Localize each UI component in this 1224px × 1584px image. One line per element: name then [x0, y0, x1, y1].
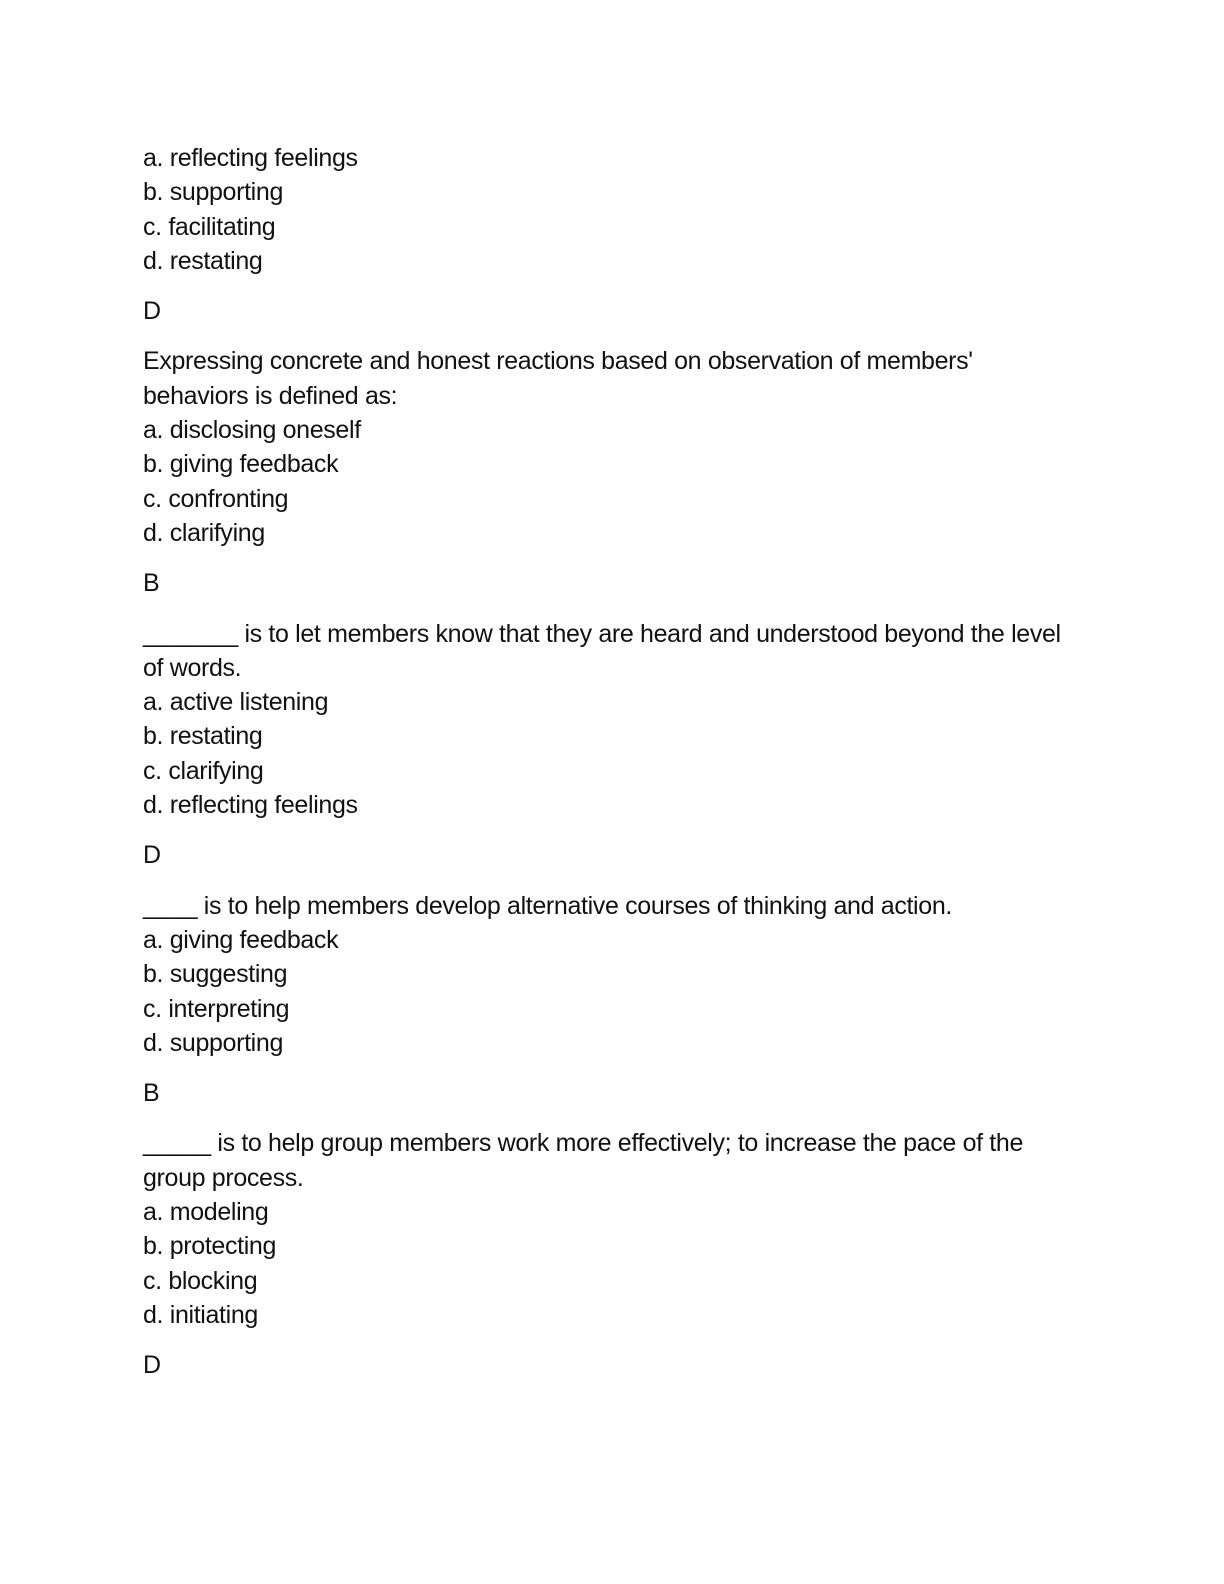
- question-stem: ____ is to help members develop alternative courses of thinking and action.: [143, 891, 952, 920]
- option: d. clarifying: [143, 518, 265, 547]
- answer-key: B: [143, 569, 160, 598]
- option: a. modeling: [143, 1198, 269, 1227]
- question-block: [143, 344, 1083, 600]
- option: b. restating: [143, 722, 263, 751]
- answer-key: D: [143, 841, 161, 870]
- option: c. interpreting: [143, 994, 290, 1023]
- option: d. reflecting feelings: [143, 791, 358, 820]
- option: d. restating: [143, 246, 263, 275]
- option: b. giving feedback: [143, 450, 339, 479]
- option: c. facilitating: [143, 212, 276, 241]
- answer-key: D: [143, 297, 161, 326]
- question-block: [143, 1126, 1083, 1382]
- option: c. blocking: [143, 1266, 258, 1295]
- option: c. clarifying: [143, 756, 264, 785]
- option: d. initiating: [143, 1300, 258, 1329]
- option: a. active listening: [143, 688, 329, 717]
- question-block: [143, 617, 1083, 873]
- previous-question-block: [143, 141, 1083, 328]
- option: a. giving feedback: [143, 925, 339, 954]
- option: a. disclosing oneself: [143, 416, 361, 445]
- answer-key: D: [143, 1351, 161, 1380]
- question-stem: _______ is to let members know that they are heard and understood beyond the level of words.: [143, 619, 1061, 682]
- question-stem: Expressing concrete and honest reactions based on observation of members' behaviors is defined as:: [143, 347, 973, 410]
- option: b. supporting: [143, 178, 283, 207]
- option: a. reflecting feelings: [143, 144, 358, 172]
- option: b. suggesting: [143, 960, 288, 989]
- question-block: [143, 889, 1083, 1111]
- question-stem: _____ is to help group members work more effectively; to increase the pace of the group process.: [143, 1129, 1024, 1192]
- option: b. protecting: [143, 1232, 277, 1261]
- document-page: [143, 141, 1083, 1399]
- answer-key: B: [143, 1079, 160, 1108]
- option: d. supporting: [143, 1028, 283, 1057]
- option: c. confronting: [143, 484, 289, 513]
